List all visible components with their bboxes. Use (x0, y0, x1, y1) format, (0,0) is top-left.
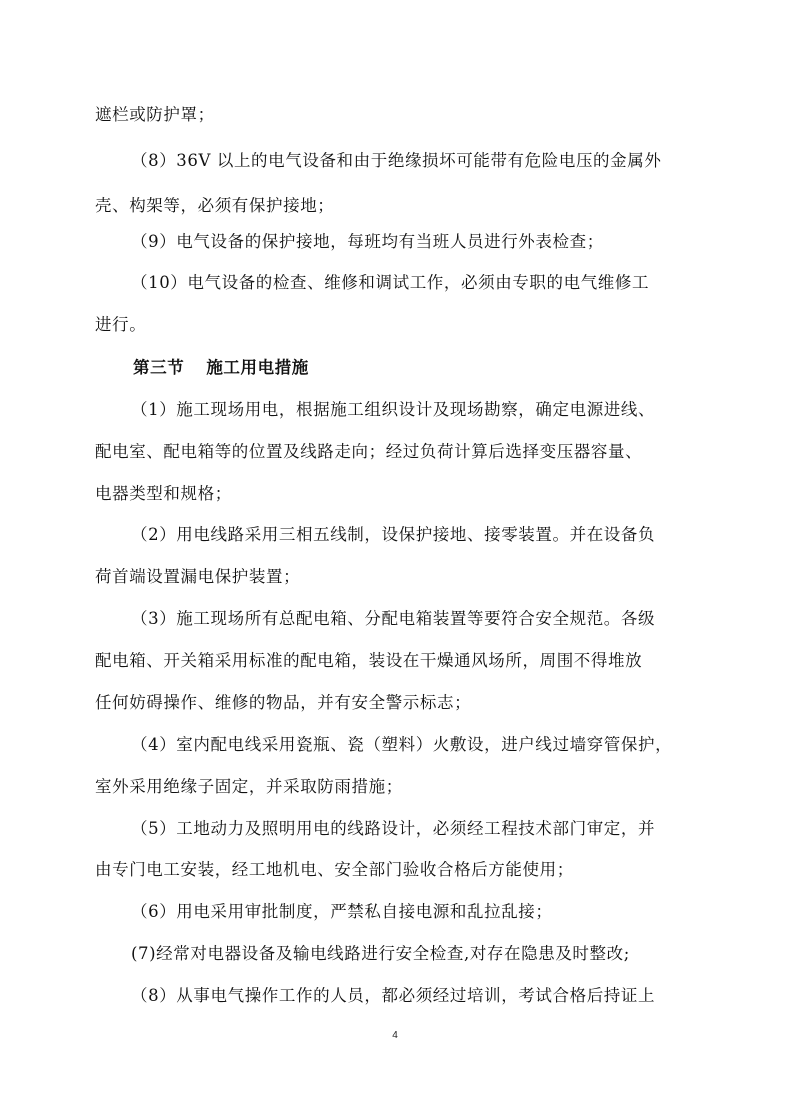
paragraph-line: （9）电气设备的保护接地，每班均有当班人员进行外表检查； (131, 232, 604, 251)
section-heading (133, 357, 309, 379)
section-number: 第三节 (133, 358, 185, 377)
paragraph-line: （1）施工现场用电，根据施工组织设计及现场勘察，确定电源进线、 (131, 400, 656, 419)
paragraph-line: 遮栏或防护罩； (95, 105, 215, 124)
paragraph-line: 壳、构架等，必须有保护接地； (95, 196, 335, 215)
paragraph-line: 室外采用绝缘子固定，并采取防雨措施； (95, 777, 403, 796)
paragraph-line: （8）36V 以上的电气设备和由于绝缘损坏可能带有危险电压的金属外 (131, 151, 662, 170)
paragraph-line: （10）电气设备的检查、维修和调试工作，必须由专职的电气维修工 (131, 273, 650, 292)
paragraph-line: （3）施工现场所有总配电箱、分配电箱装置等要符合安全规范。各级 (131, 609, 656, 628)
paragraph-line: 电器类型和规格； (95, 484, 232, 503)
paragraph-line: 进行。 (95, 315, 147, 334)
paragraph-line: 任何妨碍操作、维修的物品，并有安全警示标志； (95, 693, 472, 712)
paragraph-line: 配电室、配电箱等的位置及线路走向；经过负荷计算后选择变压器容量、 (95, 442, 643, 461)
paragraph-line: （4）室内配电线采用瓷瓶、瓷（塑料）火敷设，进户线过墙穿管保护， (131, 735, 673, 754)
paragraph-line: （8）从事电气操作工作的人员，都必须经过培训，考试合格后持证上 (131, 986, 656, 1005)
paragraph-line: 配电箱、开关箱采用标准的配电箱，装设在干燥通风场所，周围不得堆放 (95, 651, 643, 670)
page-number: 4 (392, 1030, 398, 1041)
paragraph-line: （5）工地动力及照明用电的线路设计，必须经工程技术部门审定，并 (131, 819, 656, 838)
paragraph-line: （2）用电线路采用三相五线制，设保护接地、接零装置。并在设备负 (131, 525, 656, 544)
paragraph-line: （6）用电采用审批制度，严禁私自接电源和乱拉乱接； (131, 902, 553, 921)
section-title: 施工用电措施 (206, 358, 309, 377)
paragraph-line: 荷首端设置漏电保护装置； (95, 567, 301, 586)
paragraph-line: (7)经常对电器设备及输电线路进行安全检查,对存在隐患及时整改; (131, 944, 630, 963)
paragraph-line: 由专门电工安装，经工地机电、安全部门验收合格后方能使用； (95, 860, 574, 879)
